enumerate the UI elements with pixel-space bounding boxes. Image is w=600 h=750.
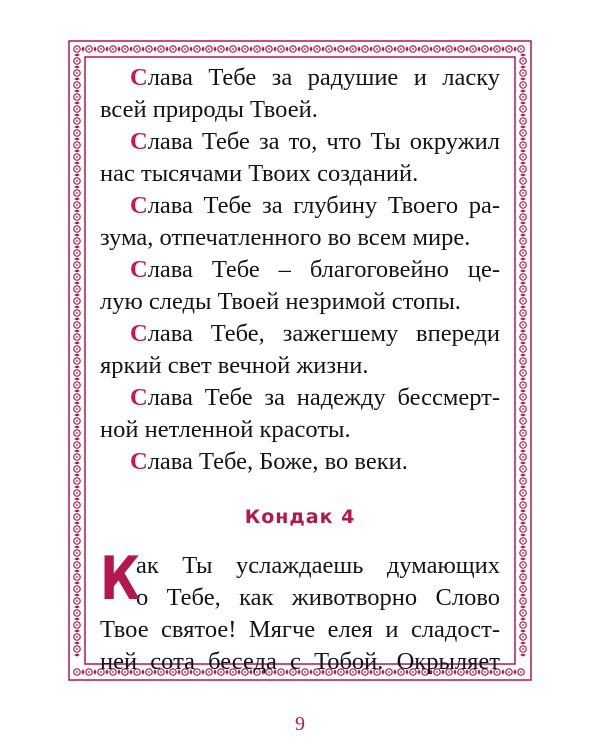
stanza	[100, 190, 500, 254]
text-line	[100, 318, 500, 350]
kondak-paragraph	[100, 544, 500, 678]
stanza	[100, 126, 500, 190]
drop-cap: К	[100, 544, 141, 614]
red-initial: С	[130, 256, 148, 283]
page-number: 9	[295, 713, 305, 735]
line-text: лава Тебе за радушие и ласку	[147, 64, 500, 91]
line-text: лава Тебе, Боже, во веки.	[147, 448, 408, 475]
line-text: лава Тебе за надежду бессмерт-	[147, 384, 500, 411]
stanza	[100, 318, 500, 382]
red-initial: С	[130, 192, 148, 219]
text-line	[100, 382, 500, 414]
red-initial: С	[130, 320, 148, 347]
text-line: лую следы Твоей незримой стопы.	[100, 288, 461, 315]
text-line: всей природы Твоей.	[100, 96, 318, 123]
page-content	[100, 62, 500, 678]
text-line: нас тысячами Твоих созданий.	[100, 160, 419, 187]
text-line: ак Ты услаждаешь думающих	[136, 552, 500, 579]
line-text: лава Тебе – благоговейно це-	[147, 256, 500, 283]
line-text: лава Тебе за глубину Твоего ра-	[147, 192, 500, 219]
red-initial: С	[130, 128, 148, 155]
red-initial: С	[130, 64, 148, 91]
stanza	[100, 446, 500, 478]
stanza	[100, 62, 500, 126]
text-line: зума, отпечатленного во всем мире.	[100, 224, 471, 251]
text-line	[100, 126, 500, 158]
text-line: ной нетленной красоты.	[100, 416, 351, 443]
text-line	[100, 62, 500, 94]
line-text: лава Тебе за то, что Ты окружил	[147, 128, 500, 155]
section-heading: Кондак 4	[244, 506, 356, 528]
text-line	[100, 446, 500, 478]
red-initial: С	[130, 448, 148, 475]
red-initial: С	[130, 384, 148, 411]
text-line: Твое святое! Мягче елея и сладост-	[100, 616, 500, 643]
text-line	[100, 190, 500, 222]
text-line: о Тебе, как животворно Слово	[136, 584, 500, 611]
text-line	[100, 254, 500, 286]
stanza	[100, 382, 500, 446]
text-line: яркий свет вечной жизни.	[100, 352, 369, 379]
stanza	[100, 254, 500, 318]
line-text: лава Тебе, зажегшему впереди	[147, 320, 500, 347]
text-line: ней сота беседа с Тобой. Окрыляет	[100, 648, 500, 675]
